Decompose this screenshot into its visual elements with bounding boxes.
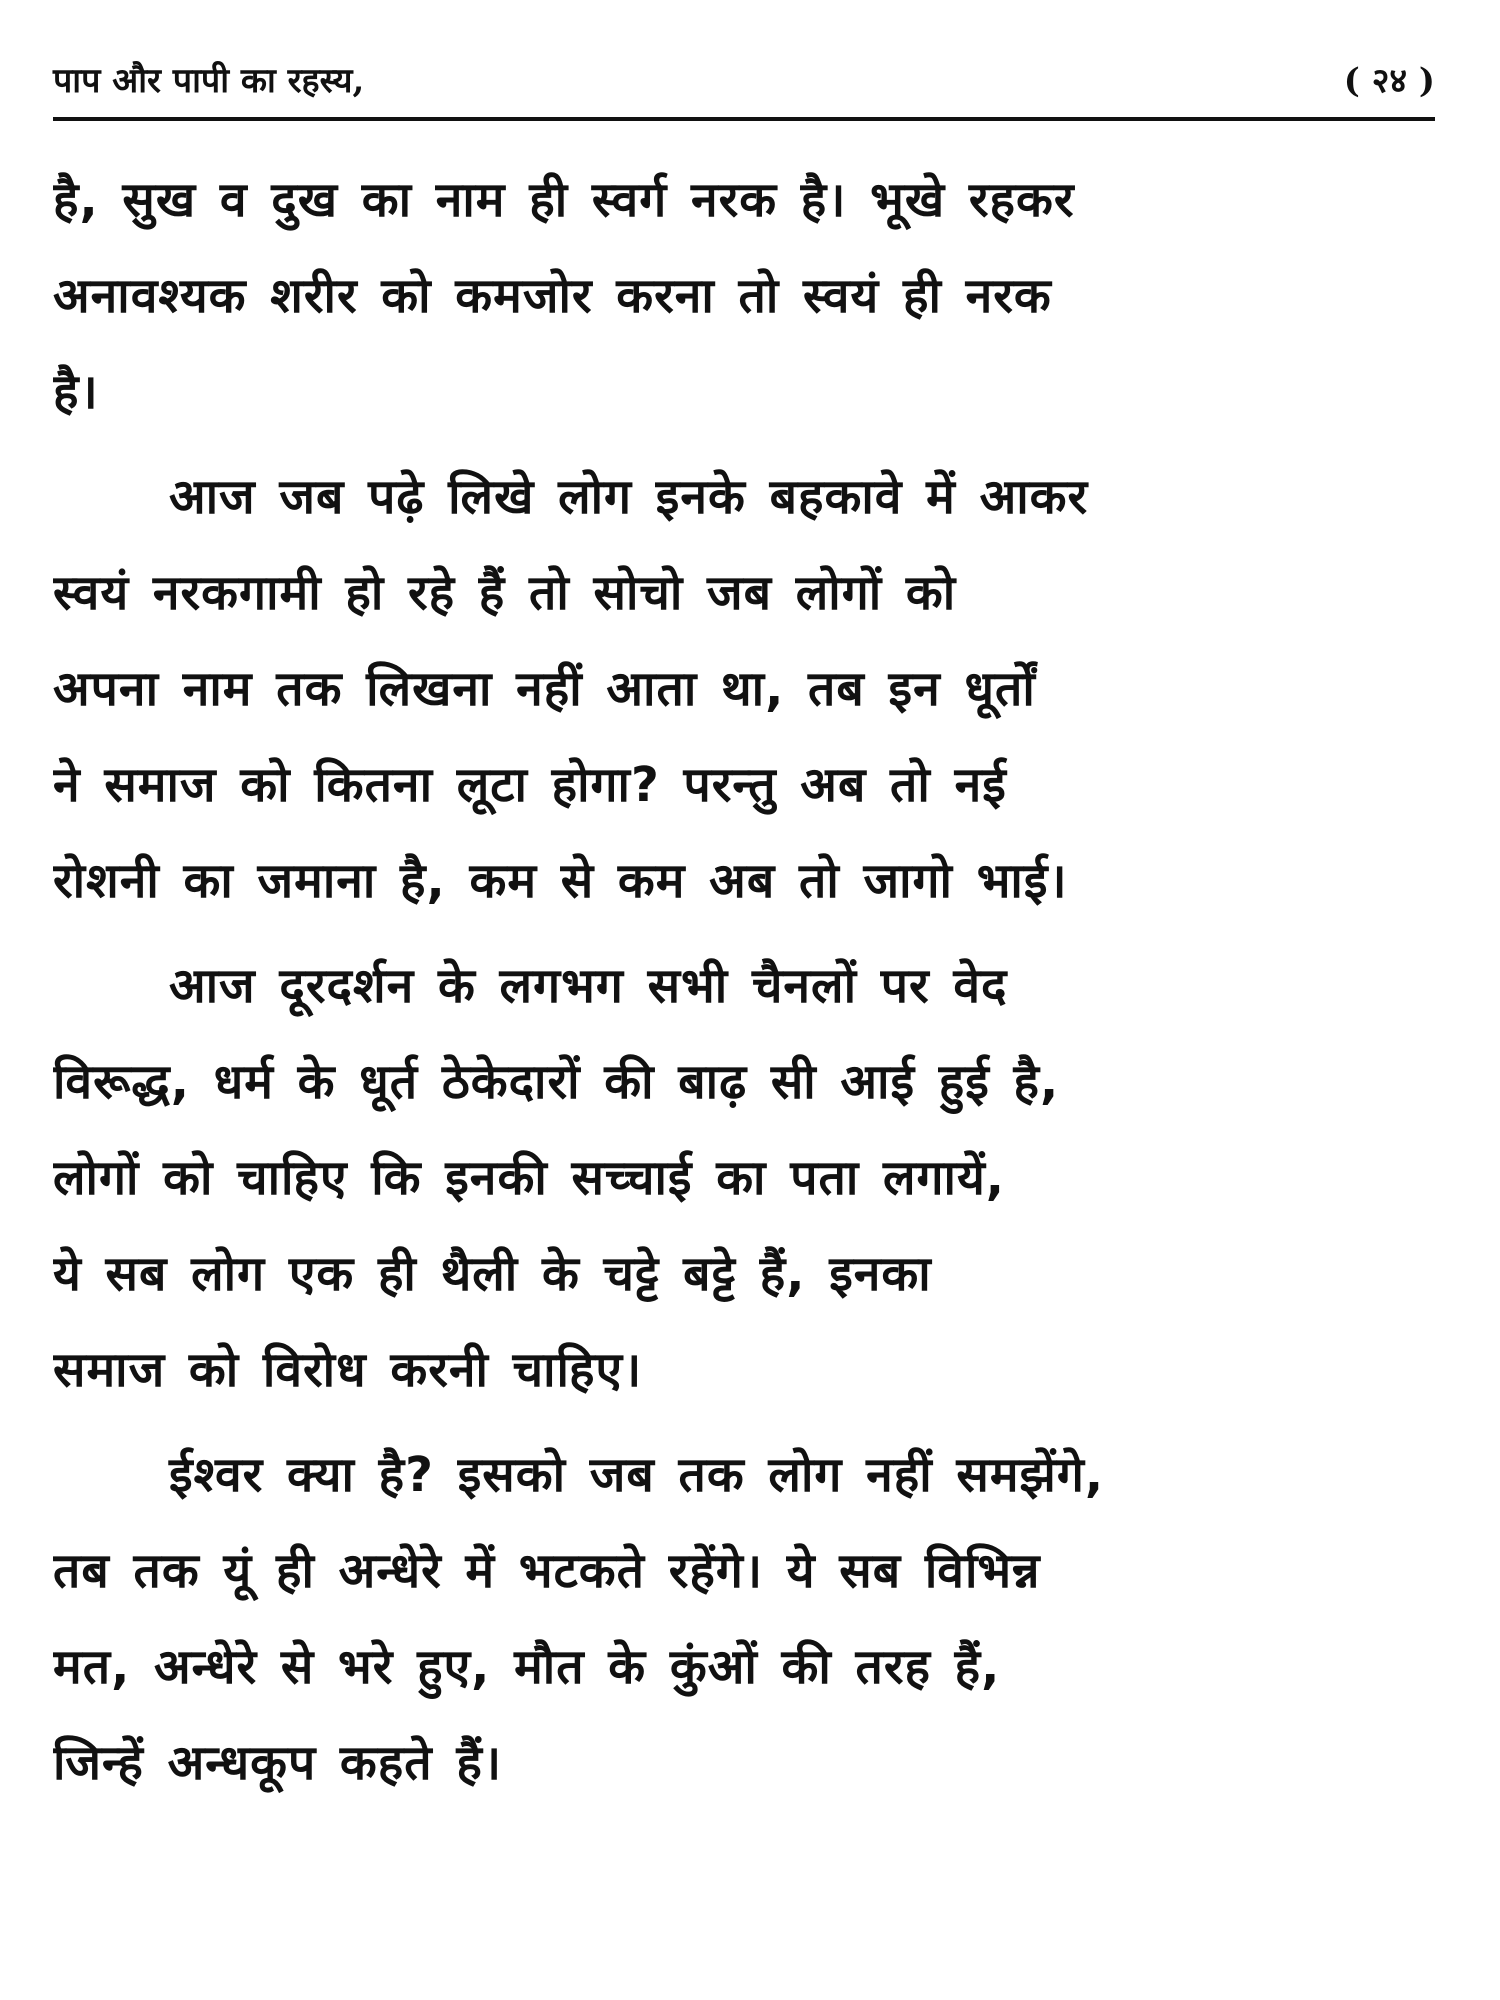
text-line: ये सब लोग एक ही थैली के चट्टे बट्टे हैं, इनका xyxy=(53,1246,932,1302)
text-line: ने समाज को कितना लूटा होगा? परन्तु अब तो नई xyxy=(53,757,1007,813)
header-rule xyxy=(53,117,1435,121)
text-line: जिन्हें अन्धकूप कहते हैं। xyxy=(53,1735,503,1791)
text-line: है। xyxy=(53,364,99,420)
paragraph-2 xyxy=(53,449,1435,929)
text-line: लोगों को चाहिए कि इनकी सच्चाई का पता लगायें, xyxy=(53,1150,1006,1206)
text-line: आज जब पढ़े लिखे लोग इनके बहकावे में आकर xyxy=(169,469,1089,525)
text-line: तब तक यूं ही अन्धेरे में भटकते रहेंगे। ये सब विभिन्न xyxy=(53,1543,1041,1599)
text-line: स्वयं नरकगामी हो रहे हैं तो सोचो जब लोगों को xyxy=(53,565,957,621)
text-line: विरूद्ध, धर्म के धूर्त ठेकेदारों की बाढ़ सी आई हुई है, xyxy=(53,1054,1060,1110)
text-line: अपना नाम तक लिखना नहीं आता था, तब इन धूर्तों xyxy=(53,661,1036,717)
text-line: समाज को विरोध करनी चाहिए। xyxy=(53,1342,643,1398)
text-line: है, सुख व दुख का नाम ही स्वर्ग नरक है। भूखे रहकर xyxy=(53,172,1075,228)
running-title: पाप और पापी का रहस्य, xyxy=(53,61,365,101)
paragraph-4 xyxy=(53,1427,1435,1811)
running-header xyxy=(53,48,1435,114)
page-number: ( २४ ) xyxy=(1343,61,1435,101)
text-line: ईश्वर क्या है? इसको जब तक लोग नहीं समझेंगे, xyxy=(169,1447,1105,1503)
text-line: आज दूरदर्शन के लगभग सभी चैनलों पर वेद xyxy=(169,958,1008,1014)
text-line: अनावश्यक शरीर को कमजोर करना तो स्वयं ही नरक xyxy=(53,268,1052,324)
paragraph-1 xyxy=(53,152,1435,440)
paragraph-3 xyxy=(53,938,1435,1418)
text-line: मत, अन्धेरे से भरे हुए, मौत के कुंओं की तरह हैं, xyxy=(53,1639,1001,1695)
text-line: रोशनी का जमाना है, कम से कम अब तो जागो भाई। xyxy=(53,853,1068,909)
body-text xyxy=(53,152,1435,1820)
